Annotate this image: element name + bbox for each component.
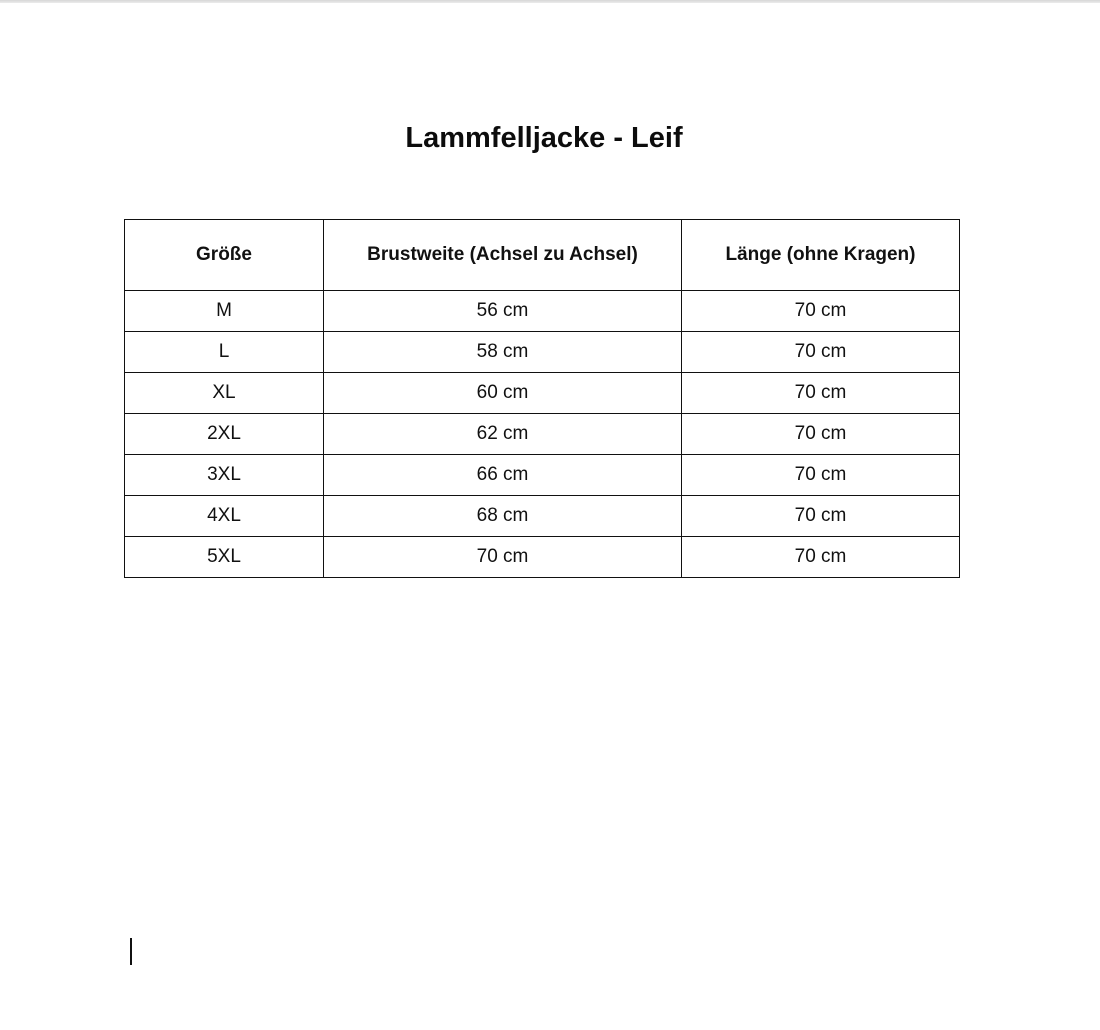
cell-size: XL (125, 373, 324, 414)
cell-length: 70 cm (682, 496, 960, 537)
cell-length: 70 cm (682, 414, 960, 455)
cell-size: 3XL (125, 455, 324, 496)
cell-chest-width: 58 cm (324, 332, 682, 373)
page-title: Lammfelljacke - Leif (405, 122, 683, 154)
table-row (125, 455, 960, 496)
cell-length: 70 cm (682, 455, 960, 496)
cell-chest-width: 62 cm (324, 414, 682, 455)
cell-size: 5XL (125, 537, 324, 578)
cell-chest-width: 68 cm (324, 496, 682, 537)
header-length: Länge (ohne Kragen) (682, 220, 960, 291)
cell-chest-width: 56 cm (324, 291, 682, 332)
table-row (125, 332, 960, 373)
header-size: Größe (125, 220, 324, 291)
cell-size: M (125, 291, 324, 332)
cell-length: 70 cm (682, 537, 960, 578)
cell-length: 70 cm (682, 332, 960, 373)
window-top-border (0, 0, 1100, 3)
cell-chest-width: 66 cm (324, 455, 682, 496)
table-row (125, 414, 960, 455)
cell-chest-width: 70 cm (324, 537, 682, 578)
table-row (125, 496, 960, 537)
size-table (124, 219, 960, 578)
table-row (125, 291, 960, 332)
table-row (125, 373, 960, 414)
text-cursor[interactable] (130, 938, 132, 965)
cell-size: 2XL (125, 414, 324, 455)
cell-length: 70 cm (682, 373, 960, 414)
table-header-row (125, 220, 960, 291)
cell-size: L (125, 332, 324, 373)
cell-length: 70 cm (682, 291, 960, 332)
cell-chest-width: 60 cm (324, 373, 682, 414)
table-row (125, 537, 960, 578)
header-chest-width: Brustweite (Achsel zu Achsel) (324, 220, 682, 291)
cell-size: 4XL (125, 496, 324, 537)
